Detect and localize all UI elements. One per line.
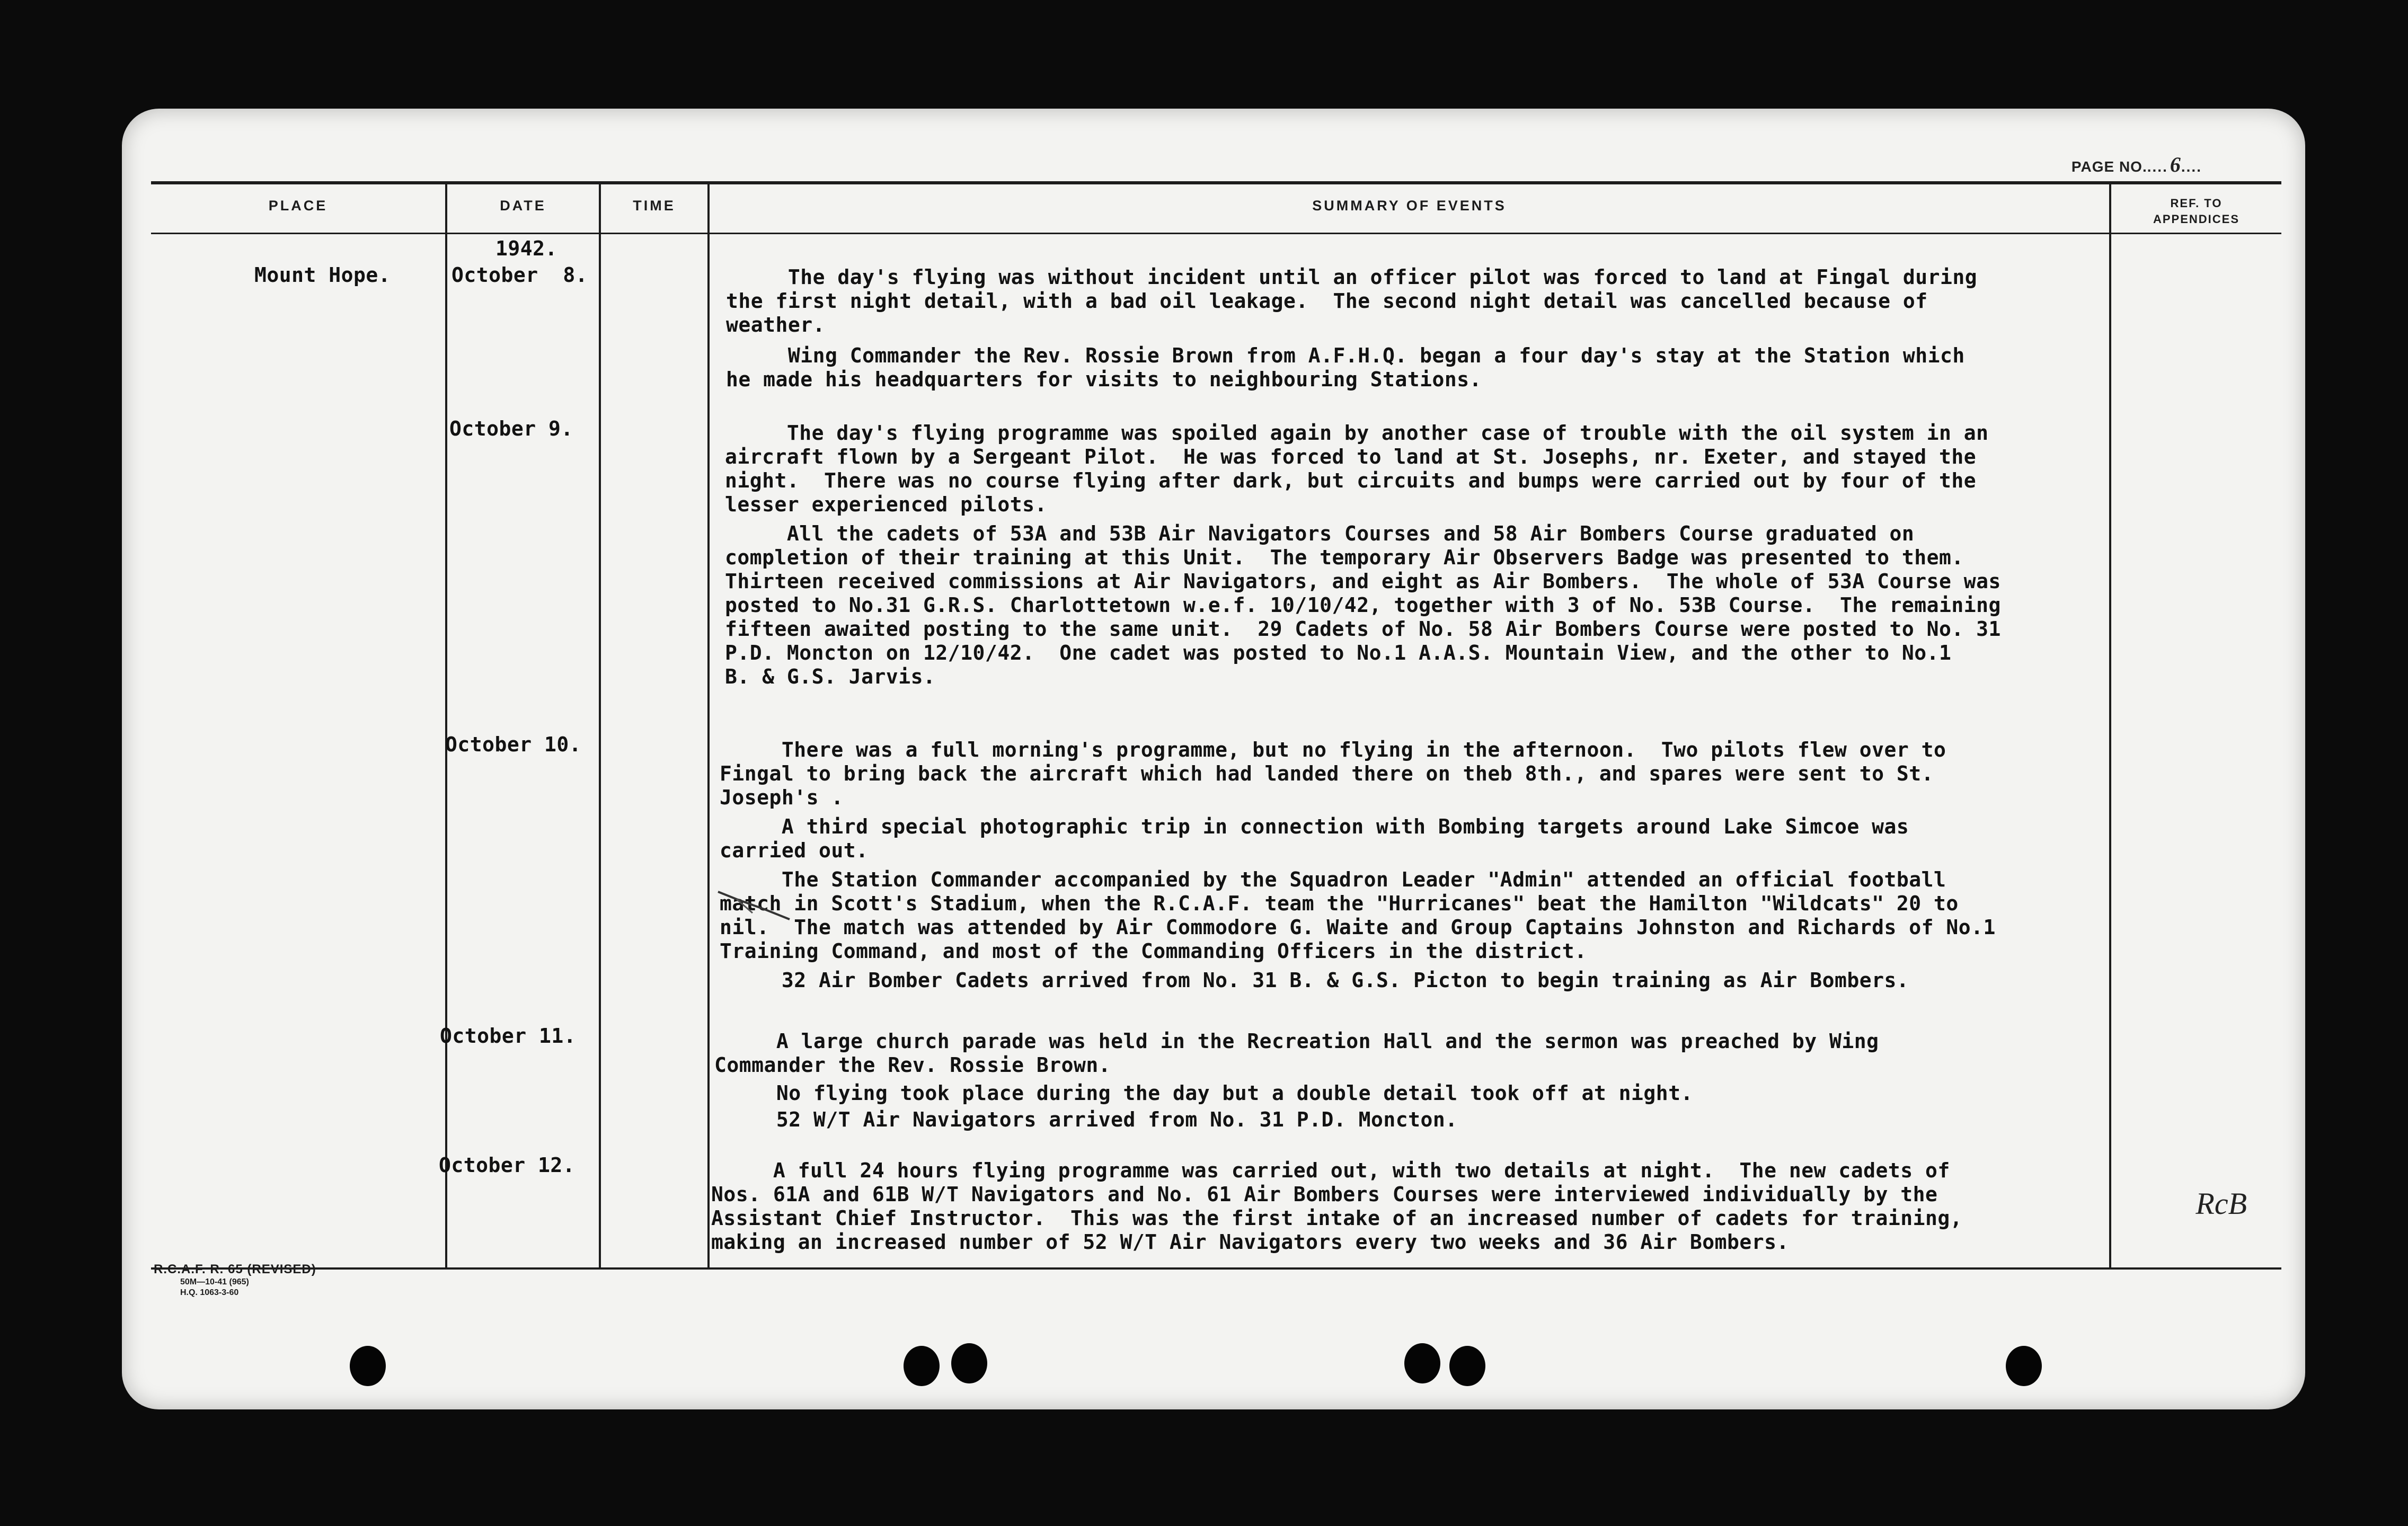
header-rule: [151, 233, 2281, 234]
form-id-line3: H.Q. 1063-3-60: [180, 1288, 239, 1297]
year-value: 1942.: [495, 237, 557, 260]
entry-october-12: [711, 1159, 1963, 1302]
diary-form-card: [122, 109, 2305, 1409]
form-id-line1: R.C.A.F. R. 65 (REVISED): [154, 1262, 316, 1276]
entry-line: No flying took place during the day but a double detail took off at night.: [714, 1081, 1693, 1105]
entry-line: he made his headquarters for visits to neighbouring Stations.: [726, 368, 1482, 391]
page-number: PAGE NO..... 6....: [2071, 153, 2202, 176]
punch-hole: [1449, 1346, 1485, 1386]
entry-line: Fingal to bring back the aircraft which had landed there on theb 8th., and spares were sent to St.: [720, 762, 1934, 785]
entry-line: Assistant Chief Instructor. This was the first intake of an increased number of cadets for training,: [711, 1206, 1963, 1230]
punch-hole: [1404, 1343, 1440, 1383]
header-date: DATE: [500, 198, 546, 214]
header-ref: [2111, 196, 2281, 227]
entry-line: 32 Air Bomber Cadets arrived from No. 31 B. & G.S. Picton to begin training as Air Bombers.: [720, 969, 1909, 992]
entry-line: There was a full morning's programme, but no flying in the afternoon. Two pilots flew over to: [720, 738, 1946, 761]
date-october-11: October 11.: [440, 1024, 577, 1048]
entry-line: posted to No.31 G.R.S. Charlottetown w.e.f. 10/10/42, together with 3 of No. 53B Course. The remaining: [725, 593, 2001, 617]
top-rule: [151, 181, 2281, 184]
entry-line: The day's flying was without incident until an officer pilot was forced to land at Fingal during: [726, 265, 1978, 289]
column-divider-time: [707, 183, 710, 1269]
entry-line: match in Scott's Stadium, when the R.C.A.F. team the "Hurricanes" beat the Hamilton "Wildcats" 20 to: [720, 892, 1959, 915]
entry-line: Thirteen received commissions at Air Navigators, and eight as Air Bombers. The whole of 53A Course was: [725, 570, 2001, 593]
entry-line: aircraft flown by a Sergeant Pilot. He was forced to land at St. Josephs, nr. Exeter, and stayed the: [725, 445, 1977, 468]
entry-line: Wing Commander the Rev. Rossie Brown from A.F.H.Q. began a four day's stay at the Station which: [726, 344, 1965, 367]
header-ref-line1: REF. TO: [2170, 197, 2223, 210]
punch-hole: [904, 1346, 940, 1386]
form-identifier: [154, 1262, 316, 1298]
entry-line: All the cadets of 53A and 53B Air Navigators Courses and 58 Air Bombers Course graduated on: [725, 522, 1915, 545]
punch-hole: [951, 1343, 987, 1383]
handwritten-initials: RcB: [2195, 1186, 2247, 1221]
entry-line: fifteen awaited posting to the same unit. 29 Cadets of No. 58 Air Bombers Course were posted to No. 31: [725, 617, 2001, 641]
entry-line: completion of their training at this Unit. The temporary Air Observers Badge was presented to them.: [725, 546, 1964, 569]
entry-line: A large church parade was held in the Recreation Hall and the sermon was preached by Wing: [714, 1030, 1879, 1053]
bottom-rule: [151, 1267, 2281, 1270]
column-divider-place: [445, 183, 447, 1269]
entry-line: The Station Commander accompanied by the Squadron Leader "Admin" attended an official football: [720, 868, 1946, 891]
entry-line: lesser experienced pilots.: [725, 493, 1047, 516]
entry-line: A full 24 hours flying programme was carried out, with two details at night. The new cadets of: [711, 1159, 1950, 1182]
header-time: TIME: [633, 198, 676, 214]
entry-line: carried out.: [720, 839, 869, 862]
page-number-label: PAGE NO.: [2071, 158, 2147, 175]
page-number-value: 6: [2170, 153, 2181, 176]
punch-hole: [2006, 1346, 2042, 1386]
form-id-line2: 50M—10-41 (965): [180, 1277, 249, 1287]
punch-hole: [350, 1346, 386, 1386]
header-summary: SUMMARY OF EVENTS: [1312, 198, 1507, 214]
column-divider-summary: [2109, 183, 2111, 1269]
header-ref-line2: APPENDICES: [2153, 212, 2240, 226]
column-divider-date: [599, 183, 601, 1269]
entry-line: night. There was no course flying after dark, but circuits and bumps were carried out by four of the: [725, 469, 1977, 492]
entry-line: Joseph's .: [720, 786, 844, 809]
date-october-12: October 12.: [439, 1154, 576, 1177]
entry-line: 52 W/T Air Navigators arrived from No. 31 P.D. Moncton.: [714, 1108, 1458, 1131]
entry-line: Commander the Rev. Rossie Brown.: [714, 1053, 1111, 1077]
place-value: Mount Hope.: [254, 263, 391, 287]
entry-october-9: [725, 421, 2001, 731]
entry-line: The day's flying programme was spoiled again by another case of trouble with the oil system in an: [725, 421, 1989, 445]
date-october-10: October 10.: [445, 733, 582, 756]
header-place: PLACE: [268, 198, 328, 214]
entry-line: Training Command, and most of the Commanding Officers in the district.: [720, 939, 1587, 963]
entry-october-8: [726, 265, 1978, 432]
date-october-9: October 9.: [449, 417, 573, 440]
entry-line: nil. The match was attended by Air Commodore G. Waite and Group Captains Johnston and Richards of No.1: [720, 916, 1996, 939]
entry-line: Nos. 61A and 61B W/T Navigators and No. 61 Air Bombers Courses were interviewed individually by the: [711, 1183, 1938, 1206]
entry-line: the first night detail, with a bad oil leakage. The second night detail was cancelled because of: [726, 289, 1928, 313]
entry-line: A third special photographic trip in connection with Bombing targets around Lake Simcoe was: [720, 815, 1909, 838]
entry-line: B. & G.S. Jarvis.: [725, 665, 936, 688]
pen-mark: [715, 888, 795, 925]
entry-line: making an increased number of 52 W/T Air Navigators every two weeks and 36 Air Bombers.: [711, 1230, 1789, 1254]
entry-line: weather.: [726, 313, 826, 336]
date-october-8: October 8.: [452, 263, 588, 287]
entry-line: P.D. Moncton on 12/10/42. One cadet was posted to No.1 A.A.S. Mountain View, and the other to No.1: [725, 641, 1952, 664]
entry-october-10: [720, 738, 1996, 1024]
